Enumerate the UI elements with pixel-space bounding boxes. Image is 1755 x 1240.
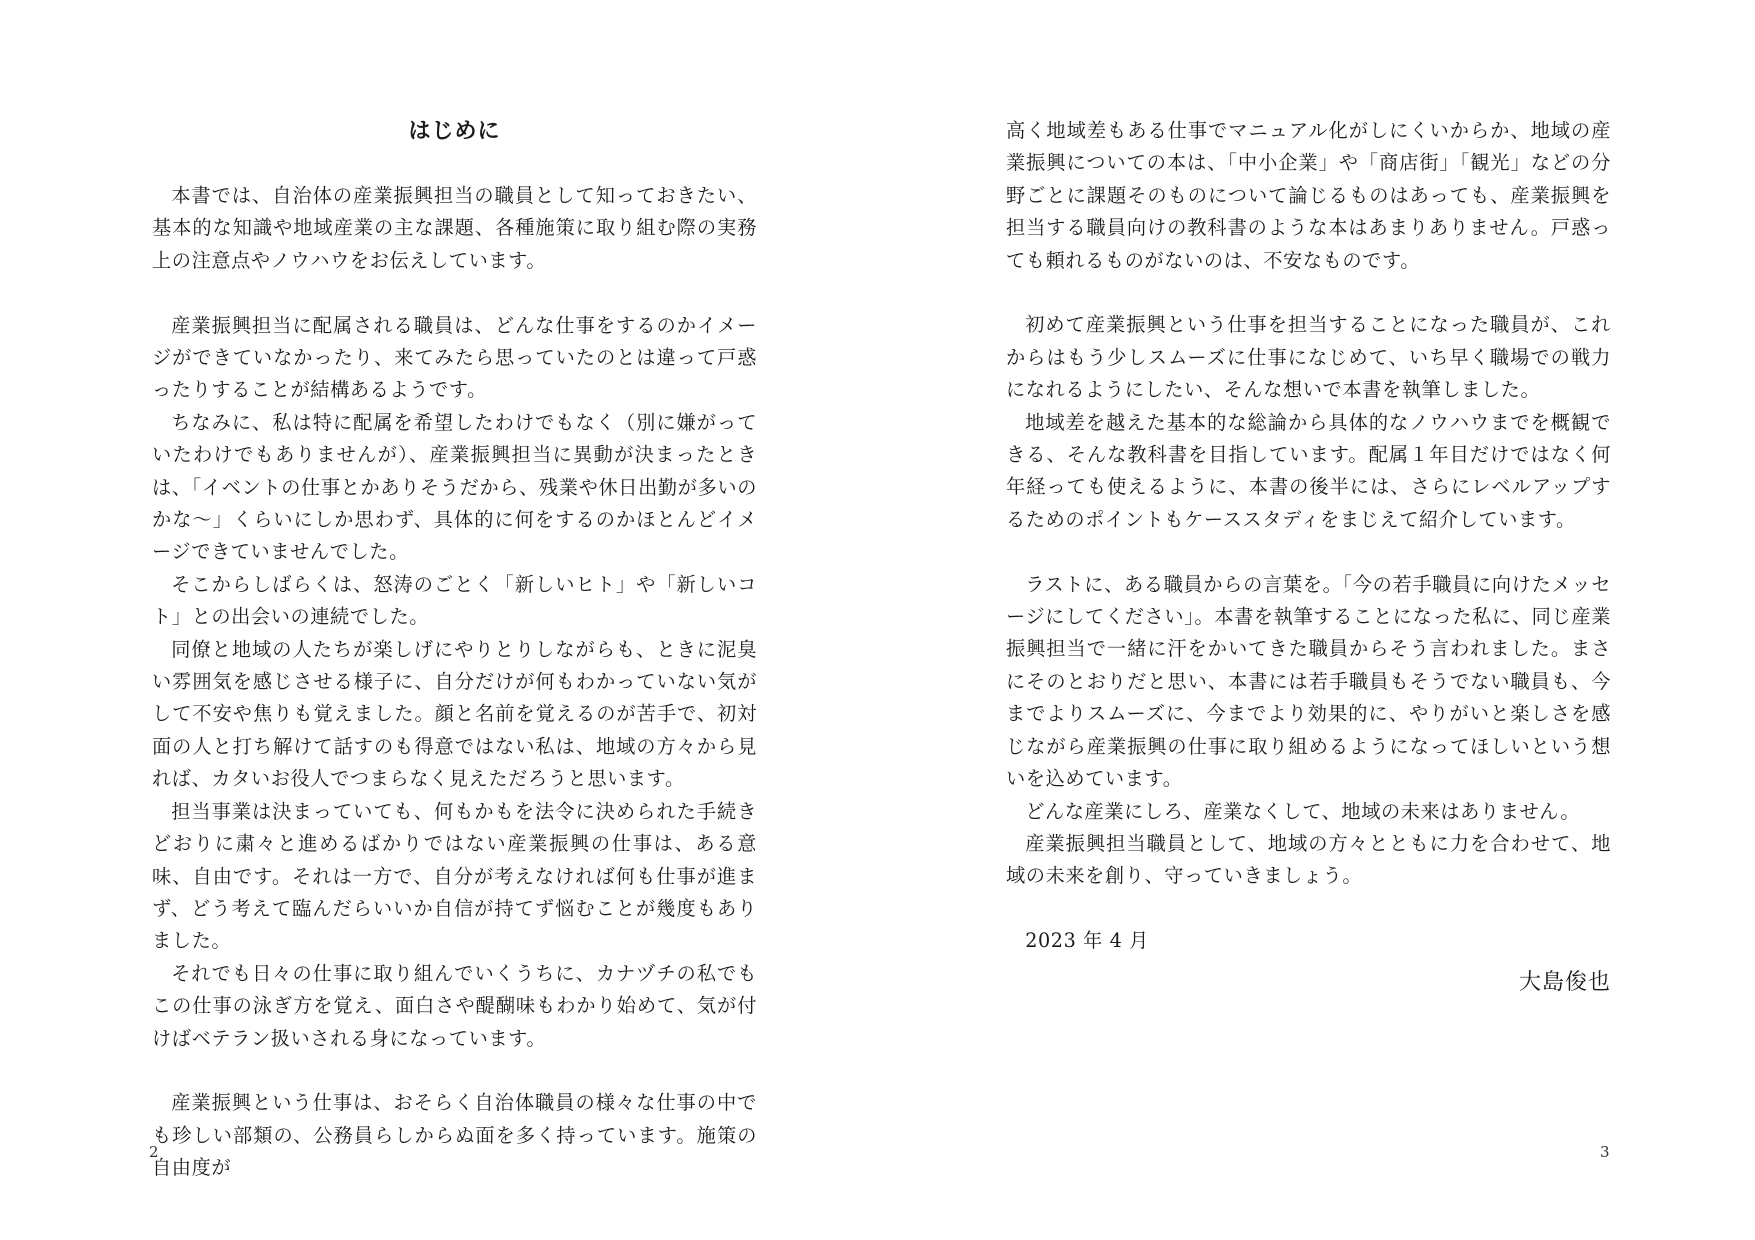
author-name: 大島俊也 <box>1518 969 1611 995</box>
paragraph: どんな産業にしろ、産業なくして、地域の未来はありません。 <box>1025 799 1581 823</box>
paragraph: 担当事業は決まっていても、何もかもを法令に決められた手続きどおりに粛々と進めるばかりではない産業振興の仕事は、ある意味、自由です。それは一方で、自分が考えなければ何も仕事が進まず、どう考えて臨んだらいいか自信が持てず悩むことが幾度もありました。 <box>152 799 757 953</box>
right-text-column <box>1006 115 1611 1000</box>
paragraph-gap <box>1006 277 1611 309</box>
paragraph: それでも日々の仕事に取り組んでいくうちに、カナヅチの私でもこの仕事の泳ぎ方を覚え、面白さや醍醐味もわかり始めて、気が付けばベテラン扱いされる身になっています。 <box>152 961 757 1050</box>
paragraph: 地域差を越えた基本的な総論から具体的なノウハウまでを概観できる、そんな教科書を目指しています。配属１年目だけではなく何年経っても使えるように、本書の後半には、さらにレベルアップするためのポイントもケーススタディをまじえて紹介しています。 <box>1006 410 1611 531</box>
paragraph: ラストに、ある職員からの言葉を。「今の若手職員に向けたメッセージにしてください」。本書を執筆することになった私に、同じ産業振興担当で一緒に汗をかいてきた職員からそう言われました。まさにそのとおりだと思い、本書には若手職員もそうでない職員も、今までよりスムーズに、今までより効果的に、やりがいと楽しさを感じながら産業振興の仕事に取り組めるようになってほしいという想いを込めています。 <box>1006 572 1611 791</box>
right-page <box>878 0 1755 1240</box>
page-number-left: 2 <box>149 1143 159 1161</box>
paragraph: そこからしばらくは、怒涛のごとく「新しいヒト」や「新しいコト」との出会いの連続でした。 <box>152 572 757 629</box>
paragraph: 産業振興という仕事は、おそらく自治体職員の様々な仕事の中でも珍しい部類の、公務員らしからぬ面を多く持っています。施策の自由度が <box>152 1091 757 1180</box>
page-heading: はじめに <box>408 119 501 144</box>
paragraph: 初めて産業振興という仕事を担当することになった職員が、これからはもう少しスムーズに仕事になじめて、いち早く職場での戦力になれるようにしたい、そんな想いで本書を執筆しました。 <box>1006 313 1611 402</box>
paragraph: 高く地域差もある仕事でマニュアル化がしにくいからか、地域の産業振興についての本は、「中小企業」や「商店街」「観光」などの分野ごとに課題そのものについて論じるものはあっても、産業振興を担当する職員向けの教科書のような本はあまりありません。戸惑っても頼れるものがないのは、不安なものです。 <box>1006 119 1611 272</box>
paragraph-gap <box>1006 536 1611 568</box>
date-line: 2023 年 4 月 <box>1025 929 1149 953</box>
paragraph: 同僚と地域の人たちが楽しげにやりとりしながらも、ときに泥臭い雰囲気を感じさせる様子に、自分だけが何もわかっていない気がして不安や焦りも覚えました。顔と名前を覚えるのが苦手で、初対面の人と打ち解けて話すのも得意ではない私は、地域の方々から見れば、カタいお役人でつまらなく見えただろうと思います。 <box>152 637 757 791</box>
paragraph: 本書では、自治体の産業振興担当の職員として知っておきたい、基本的な知識や地域産業の主な課題、各種施策に取り組む際の実務上の注意点やノウハウをお伝えしています。 <box>152 184 757 272</box>
paragraph: ちなみに、私は特に配属を希望したわけでもなく（別に嫌がっていたわけでもありませんが）、産業振興担当に異動が決まったときは、「イベントの仕事とかありそうだから、残業や休日出勤が多いのかな～」くらいにしか思わず、具体的に何をするのかほとんどイメージできていませんでした。 <box>152 410 757 564</box>
page-number-right: 3 <box>1600 1143 1610 1161</box>
paragraph-gap <box>152 277 757 309</box>
paragraph: 産業振興担当に配属される職員は、どんな仕事をするのかイメージができていなかったり、来てみたら思っていたのとは違って戸惑ったりすることが結構あるようです。 <box>152 313 757 402</box>
paragraph: 産業振興担当職員として、地域の方々とともに力を合わせて、地域の未来を創り、守っていきましょう。 <box>1006 831 1611 888</box>
left-page <box>0 0 877 1240</box>
right-paragraphs <box>1006 115 1611 925</box>
paragraph-gap <box>1006 893 1611 925</box>
paragraph-gap <box>152 1055 757 1087</box>
left-text-column <box>152 180 757 1185</box>
